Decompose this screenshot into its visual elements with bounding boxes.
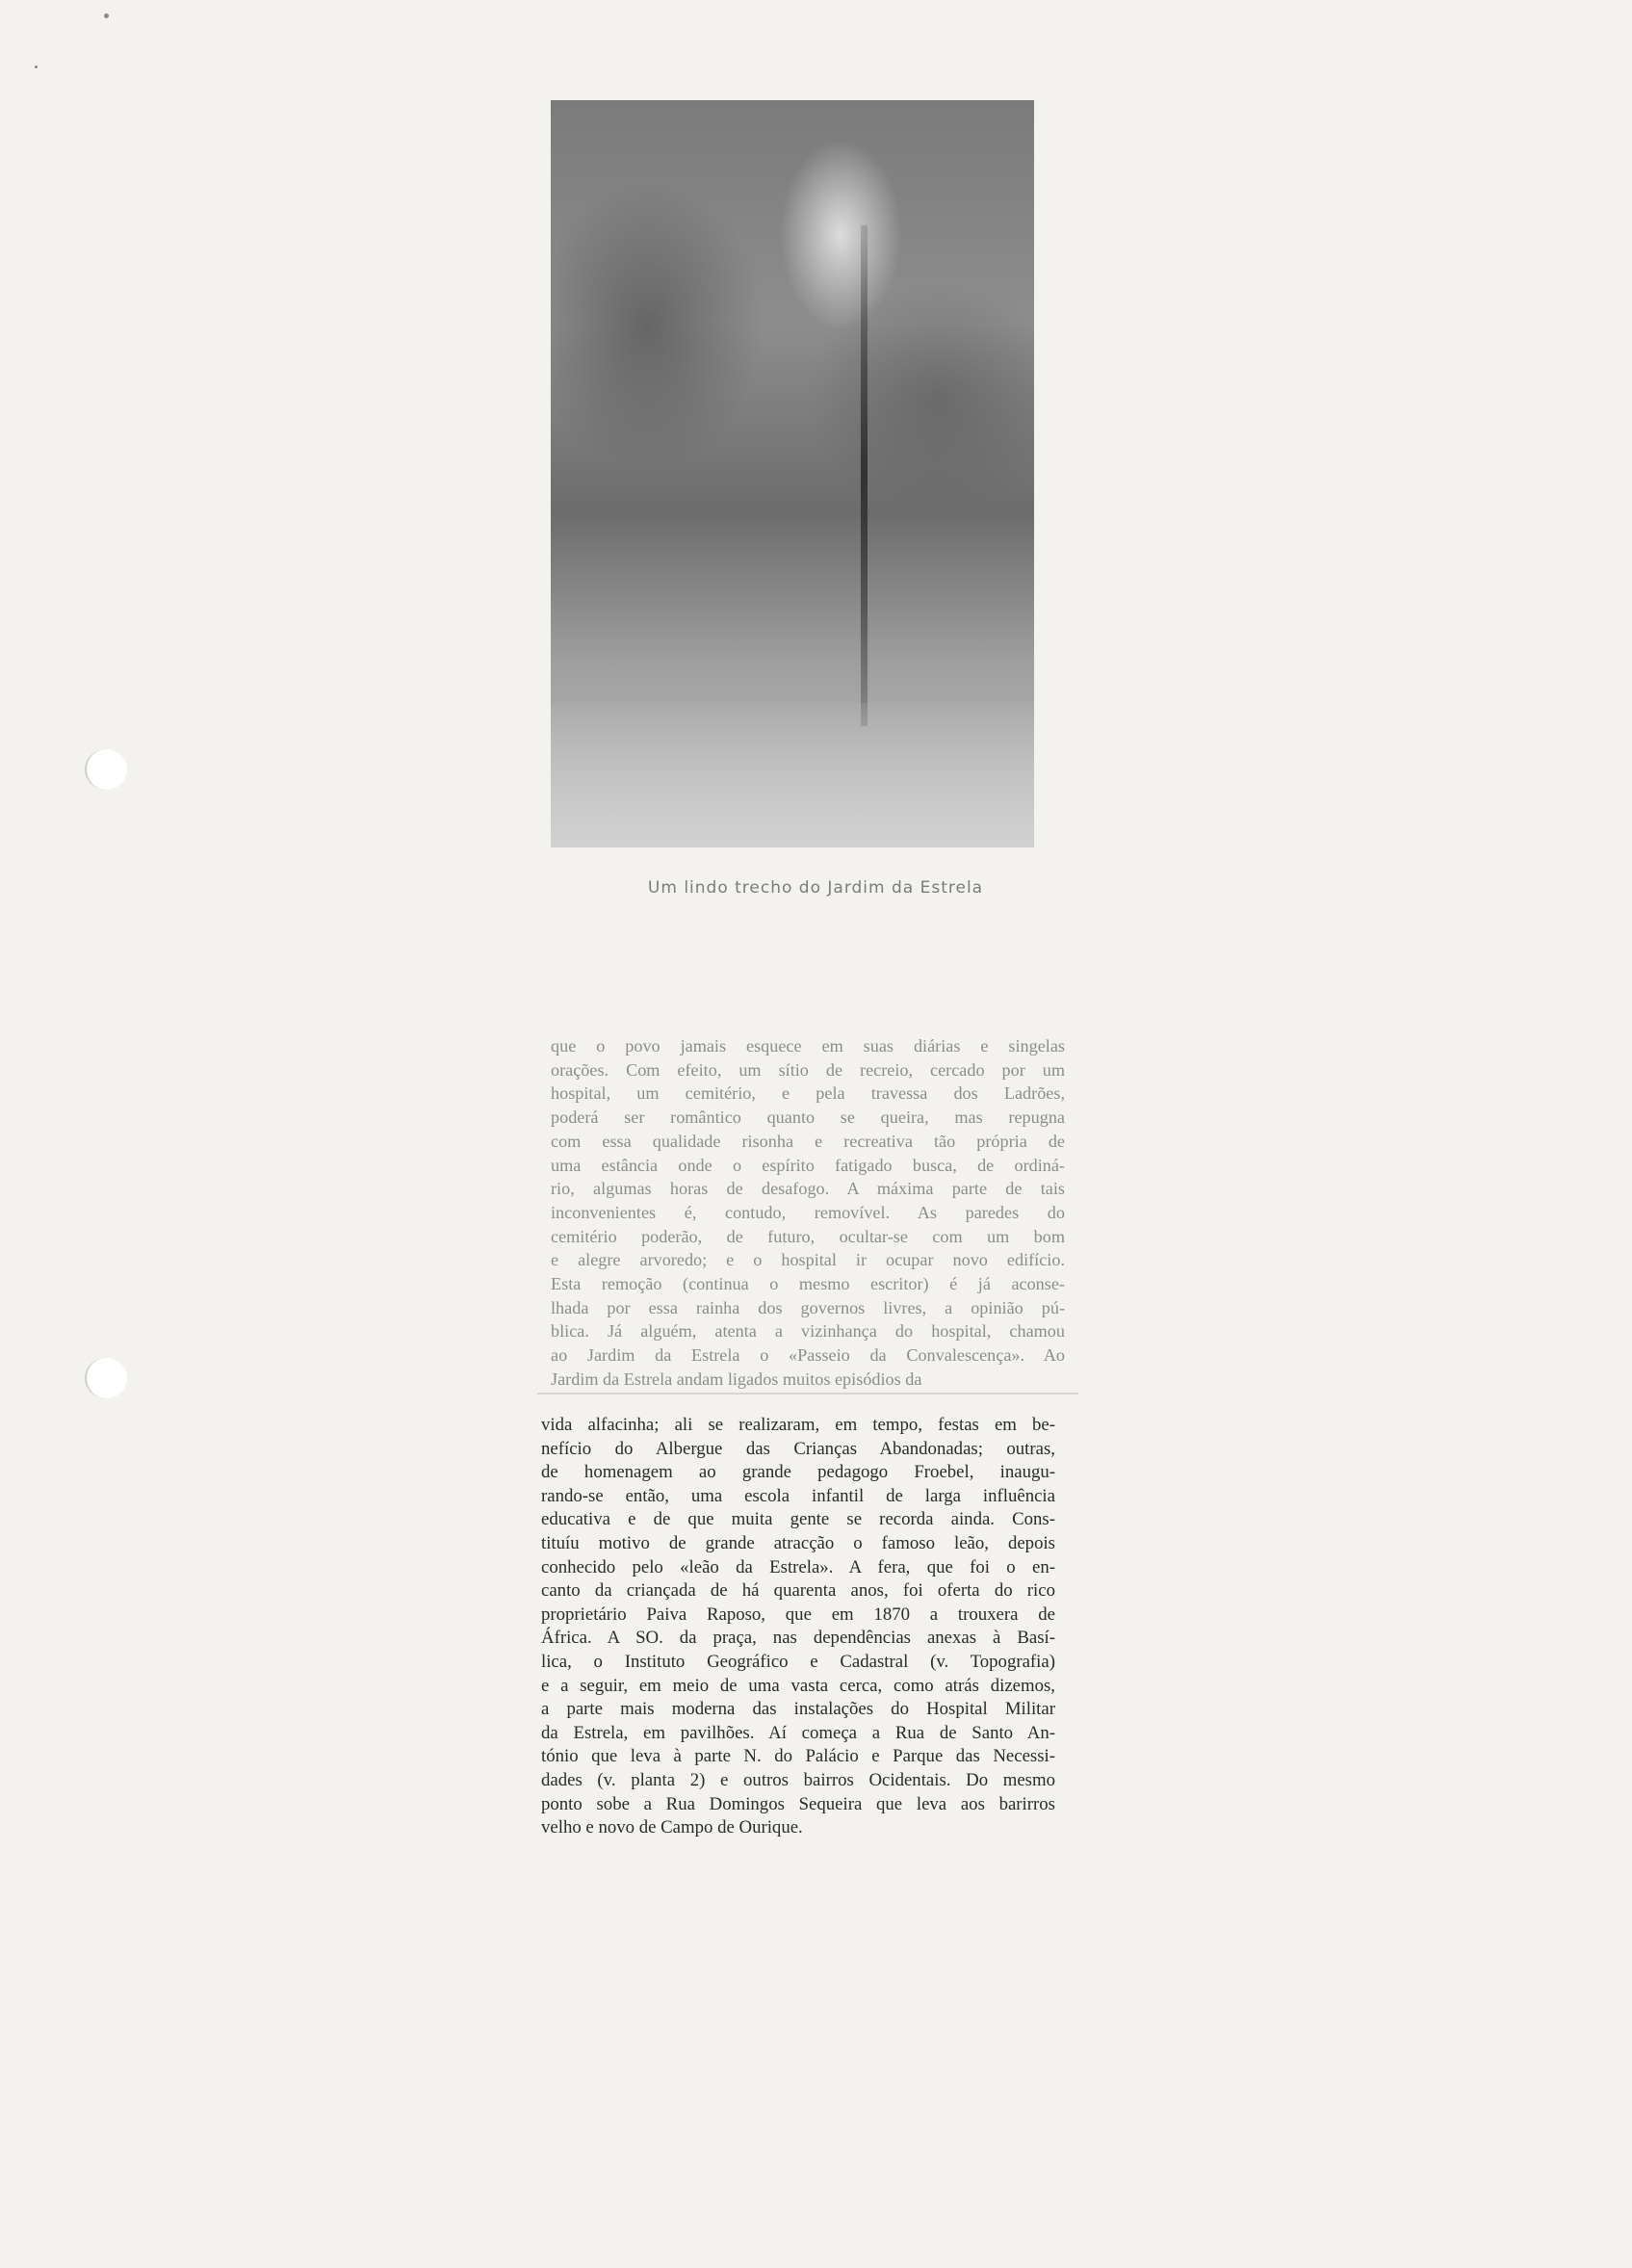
dust-speck [104,13,109,18]
text-line: lhada por essa rainha dos governos livres, a opinião pú- [551,1297,1065,1317]
text-line: lica, o Instituto Geográfico e Cadastral (v. Topografia) [541,1651,1055,1672]
text-line: com essa qualidade risonha e recreativa tão própria de [551,1131,1065,1151]
text-line: que o povo jamais esquece em suas diárias e singelas [551,1036,1065,1056]
text-line: e alegre arvoredo; e o hospital ir ocupar novo edifício. [551,1250,1065,1270]
text-line: tituíu motivo de grande atracção o famoso leão, depois [541,1532,1055,1553]
text-line: rando-se então, uma escola infantil de larga influência [541,1485,1055,1506]
text-line: blica. Já alguém, atenta a vizinhança do hospital, chamou [551,1321,1065,1342]
text-line: Jardim da Estrela andam ligados muitos episódios da [551,1369,922,1389]
text-line: hospital, um cemitério, e pela travessa dos Ladrões, [551,1083,1065,1104]
text-line: educativa e de que muita gente se recorda ainda. Cons- [541,1509,1055,1530]
text-line: canto da criançada de há quarenta anos, foi oferta do rico [541,1580,1055,1602]
newspaper-clipping [541,96,1082,1838]
tree-trunk [861,225,868,726]
text-line: ao Jardim da Estrela o «Passeio da Convalescença». Ao [551,1345,1065,1366]
text-column-lower [541,1414,1055,1840]
punch-hole-upper [85,749,127,790]
text-line: Esta remoção (continua o mesmo escritor) é já aconse- [551,1274,1065,1294]
text-line: velho e novo de Campo de Ourique. [541,1817,803,1838]
dust-speck [35,65,38,68]
text-line: conhecido pelo «leão da Estrela». A fera, que foi o en- [541,1556,1055,1577]
text-line: e a seguir, em meio de uma vasta cerca, como atrás dizemos, [541,1675,1055,1696]
text-line: orações. Com efeito, um sítio de recreio, cercado por um [551,1059,1065,1080]
text-line: nefício do Albergue das Crianças Abandonadas; outras, [541,1438,1055,1459]
text-line: vida alfacinha; ali se realizaram, em tempo, festas em be- [541,1415,1055,1435]
text-line: inconvenientes é, contudo, removível. As paredes do [551,1202,1065,1222]
text-line: África. A SO. da praça, nas dependências anexas à Basí- [541,1628,1055,1649]
punch-hole-lower [85,1358,127,1398]
text-line: de homenagem ao grande pedagogo Froebel, inaugu- [541,1462,1055,1483]
text-line: a parte mais moderna das instalações do Hospital Militar [541,1699,1055,1720]
photo-caption: Um lindo trecho do Jardim da Estrela [647,878,984,898]
photo-ground [551,703,1034,847]
text-line: poderá ser romântico quanto se queira, mas repugna [551,1108,1065,1128]
text-line: ponto sobe a Rua Domingos Sequeira que leva aos barirros [541,1793,1055,1814]
garden-photo [551,100,1034,847]
text-line: tónio que leva à parte N. do Palácio e Parque das Necessi- [541,1746,1055,1767]
text-line: cemitério poderão, de futuro, ocultar-se com um bom [551,1226,1065,1246]
paste-seam [537,1393,1078,1395]
text-line: da Estrela, em pavilhões. Aí começa a Rua de Santo An- [541,1722,1055,1743]
text-line: rio, algumas horas de desafogo. A máxima parte de tais [551,1179,1065,1199]
text-line: uma estância onde o espírito fatigado busca, de ordiná- [551,1155,1065,1175]
text-line: proprietário Paiva Raposo, que em 1870 a trouxera de [541,1603,1055,1625]
text-column-upper [551,1034,1065,1392]
text-line: dades (v. planta 2) e outros bairros Ocidentais. Do mesmo [541,1769,1055,1790]
